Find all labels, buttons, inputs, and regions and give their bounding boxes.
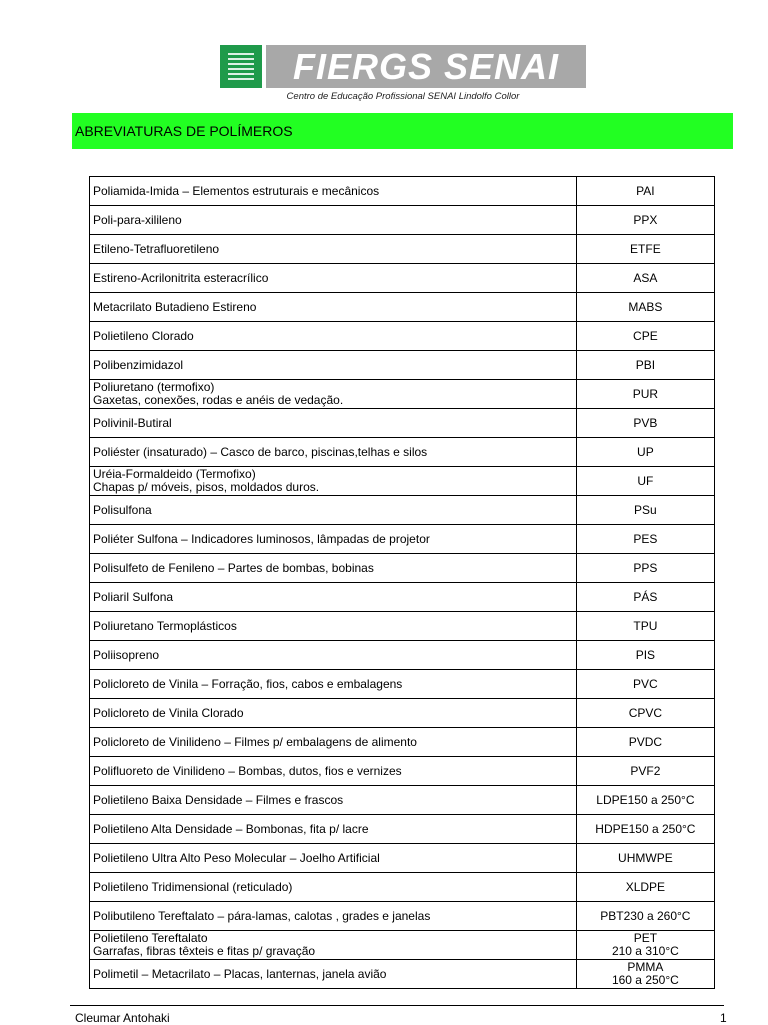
- table-row: [90, 177, 715, 206]
- polymer-name-cell: [90, 438, 577, 467]
- polymer-name: Poli-para-xilileno: [93, 212, 182, 227]
- table-row: [90, 815, 715, 844]
- abbreviation-cell: [576, 757, 714, 786]
- table-row: [90, 728, 715, 757]
- polymer-name: Poliuretano (termofixo): [93, 380, 215, 394]
- polymer-name: Polivinil-Butiral: [93, 415, 172, 430]
- polymer-use: Garrafas, fibras têxteis e fitas p/ gravação: [93, 944, 316, 958]
- abbreviation: PVB: [633, 415, 658, 430]
- abbreviation: ETFE: [630, 241, 661, 256]
- polymer-name-cell: [90, 931, 577, 960]
- polymer-name: Polietileno Ultra Alto Peso Molecular – Joelho Artificial: [93, 850, 380, 865]
- abbreviation: PIS: [635, 647, 656, 662]
- abbreviation-cell: [576, 612, 714, 641]
- logo-text: FIERGS SENAI: [292, 46, 560, 87]
- polymer-name-cell: [90, 583, 577, 612]
- table-row: [90, 409, 715, 438]
- table-row: [90, 293, 715, 322]
- abbreviation-cell: [576, 525, 714, 554]
- title-bar: [72, 113, 733, 149]
- polymer-abbreviations-table: [89, 176, 715, 989]
- polymer-name-cell: [90, 728, 577, 757]
- abbreviation: HDPE150 a 250°C: [595, 821, 696, 836]
- footer-author: Cleumar Antohaki: [75, 1011, 170, 1025]
- table-row: [90, 612, 715, 641]
- polymer-name-cell: [90, 757, 577, 786]
- polymer-name-cell: [90, 670, 577, 699]
- polymer-name: Polietileno Alta Densidade – Bombonas, fita p/ lacre: [93, 821, 369, 836]
- abbreviation: PPS: [633, 560, 658, 575]
- abbreviation-cell: [576, 235, 714, 264]
- abbreviation-cell: [576, 380, 714, 409]
- table-row: [90, 264, 715, 293]
- abbreviation-cell: [576, 786, 714, 815]
- polymer-name-cell: [90, 322, 577, 351]
- abbreviation-cell: [576, 873, 714, 902]
- polymer-name: Estireno-Acrilonitrita esteracrílico: [93, 270, 269, 285]
- polymer-name-cell: [90, 467, 577, 496]
- table-row: [90, 351, 715, 380]
- polymer-name-cell: [90, 960, 577, 989]
- polymer-name-cell: [90, 496, 577, 525]
- polymer-name: Polibenzimidazol: [93, 357, 184, 372]
- table-row: [90, 757, 715, 786]
- table-row: [90, 960, 715, 989]
- abbreviation: PAI: [636, 183, 655, 198]
- abbreviation-cell: [576, 409, 714, 438]
- polymer-name: Poliisopreno: [93, 647, 160, 662]
- polymer-name: Polietileno Tridimensional (reticulado): [93, 879, 293, 894]
- polymer-name-cell: [90, 786, 577, 815]
- abbreviation-cell: [576, 670, 714, 699]
- abbreviation-cell: [576, 728, 714, 757]
- abbreviation-cell: [576, 351, 714, 380]
- abbreviation-cell: [576, 641, 714, 670]
- abbreviation-cell: [576, 322, 714, 351]
- abbreviation: PUR: [632, 386, 659, 401]
- abbreviation: PBI: [635, 357, 656, 372]
- abbreviation: PVDC: [628, 734, 663, 749]
- polymer-name-cell: [90, 902, 577, 931]
- polymer-name: Etileno-Tetrafluoretileno: [93, 241, 220, 256]
- footer-divider: [70, 1005, 724, 1006]
- fiergs-emblem-icon: [220, 45, 262, 88]
- polymer-name: Polibutileno Tereftalato – pára-lamas, calotas , grades e janelas: [93, 908, 431, 923]
- table-row: [90, 583, 715, 612]
- polymer-name: Metacrilato Butadieno Estireno: [93, 299, 257, 314]
- page-number: 1: [720, 1011, 727, 1025]
- abbreviation-cell: [576, 177, 714, 206]
- abbreviation-cell: [576, 583, 714, 612]
- polymer-name: Polietileno Baixa Densidade – Filmes e frascos: [93, 792, 344, 807]
- table-row: [90, 786, 715, 815]
- abbreviation-cell: [576, 496, 714, 525]
- polymer-name: Polisulfona: [93, 502, 152, 517]
- polymer-name-cell: [90, 206, 577, 235]
- abbreviation: LDPE150 a 250°C: [596, 792, 695, 807]
- polymer-name-cell: [90, 235, 577, 264]
- polymer-name: Poliaril Sulfona: [93, 589, 174, 604]
- abbreviation: UP: [637, 444, 654, 459]
- abbreviation: PES: [633, 531, 658, 546]
- table-row: [90, 699, 715, 728]
- table-row: [90, 902, 715, 931]
- table-row: [90, 873, 715, 902]
- polymer-name: Poliéster (insaturado) – Casco de barco, piscinas,telhas e silos: [93, 444, 428, 459]
- abbreviation-cell: [576, 699, 714, 728]
- polymer-name-cell: [90, 351, 577, 380]
- abbreviation: PVC: [633, 676, 658, 691]
- abbreviation: TPU: [633, 618, 658, 633]
- polymer-name: Poliéter Sulfona – Indicadores luminosos, lâmpadas de projetor: [93, 531, 430, 546]
- polymer-name-cell: [90, 612, 577, 641]
- polymer-name: Poliuretano Termoplásticos: [93, 618, 237, 633]
- abbreviation: UF: [637, 473, 654, 488]
- polymer-name: Policloreto de Vinila Clorado: [93, 705, 244, 720]
- abbreviation: PBT230 a 260°C: [600, 908, 691, 923]
- polymer-name: Polimetil – Metacrilato – Placas, lanternas, janela avião: [93, 966, 387, 981]
- polymer-name-cell: [90, 525, 577, 554]
- polymer-name-cell: [90, 177, 577, 206]
- abbreviation-cell: [576, 206, 714, 235]
- abbreviation: PMMA: [627, 960, 664, 974]
- abbreviation: CPVC: [628, 705, 663, 720]
- polymer-name-cell: [90, 380, 577, 409]
- polymer-use: Gaxetas, conexões, rodas e anéis de vedação.: [93, 393, 344, 407]
- abbreviation: XLDPE: [625, 879, 666, 894]
- polymer-name-cell: [90, 641, 577, 670]
- polymer-name-cell: [90, 873, 577, 902]
- table-row: [90, 496, 715, 525]
- abbreviation: MABS: [628, 299, 663, 314]
- polymer-name-cell: [90, 699, 577, 728]
- polymer-name: Uréia-Formaldeido (Termofixo): [93, 467, 256, 481]
- abbreviation-cell: [576, 931, 714, 960]
- abbreviation-cell: [576, 902, 714, 931]
- abbreviation-cell: [576, 438, 714, 467]
- table-row: [90, 525, 715, 554]
- table-row: [90, 670, 715, 699]
- abbreviation: PSu: [634, 502, 657, 517]
- polymer-use: Chapas p/ móveis, pisos, moldados duros.: [93, 480, 320, 494]
- abbreviation-cell: [576, 815, 714, 844]
- polymer-name: Polietileno Tereftalato: [93, 931, 208, 945]
- table-row: [90, 554, 715, 583]
- polymer-name-cell: [90, 264, 577, 293]
- polymer-name: Polisulfeto de Fenileno – Partes de bombas, bobinas: [93, 560, 374, 575]
- table-row: [90, 438, 715, 467]
- polymer-name: Policloreto de Vinilideno – Filmes p/ embalagens de alimento: [93, 734, 417, 749]
- abbreviation: PVF2: [630, 763, 661, 778]
- abbreviation: ASA: [633, 270, 658, 285]
- abbreviation-cell: [576, 960, 714, 989]
- fiergs-senai-logo: [220, 45, 586, 103]
- table-row: [90, 931, 715, 960]
- abbreviation-cell: [576, 467, 714, 496]
- page-title: ABREVIATURAS DE POLÍMEROS: [75, 123, 293, 139]
- polymer-name-cell: [90, 554, 577, 583]
- abbreviation-cell: [576, 264, 714, 293]
- abbreviation: UHMWPE: [618, 850, 673, 865]
- table-row: [90, 235, 715, 264]
- polymer-name: Polietileno Clorado: [93, 328, 194, 343]
- table-row: [90, 206, 715, 235]
- abbreviation: PÁS: [633, 589, 658, 604]
- table-row: [90, 844, 715, 873]
- polymer-name-cell: [90, 409, 577, 438]
- table-row: [90, 380, 715, 409]
- abbreviation: PET: [633, 931, 658, 945]
- abbreviation: CPE: [633, 328, 658, 343]
- polymer-name: Poliamida-Imida – Elementos estruturais e mecânicos: [93, 183, 380, 198]
- abbreviation: PPX: [633, 212, 658, 227]
- abbreviation-cell: [576, 293, 714, 322]
- table-row: [90, 641, 715, 670]
- table-row: [90, 467, 715, 496]
- abbreviation-cell: [576, 844, 714, 873]
- table-row: [90, 322, 715, 351]
- abbreviation-cell: [576, 554, 714, 583]
- polymer-name-cell: [90, 815, 577, 844]
- temperature-range: 210 a 310°C: [611, 944, 679, 958]
- polymer-name: Polifluoreto de Vinilideno – Bombas, dutos, fios e vernizes: [93, 763, 402, 778]
- polymer-name-cell: [90, 844, 577, 873]
- temperature-range: 160 a 250°C: [611, 973, 679, 987]
- polymer-name-cell: [90, 293, 577, 322]
- polymer-name: Policloreto de Vinila – Forração, fios, cabos e embalagens: [93, 676, 403, 691]
- header-subtitle: Centro de Educação Profissional SENAI Lindolfo Collor: [286, 91, 520, 102]
